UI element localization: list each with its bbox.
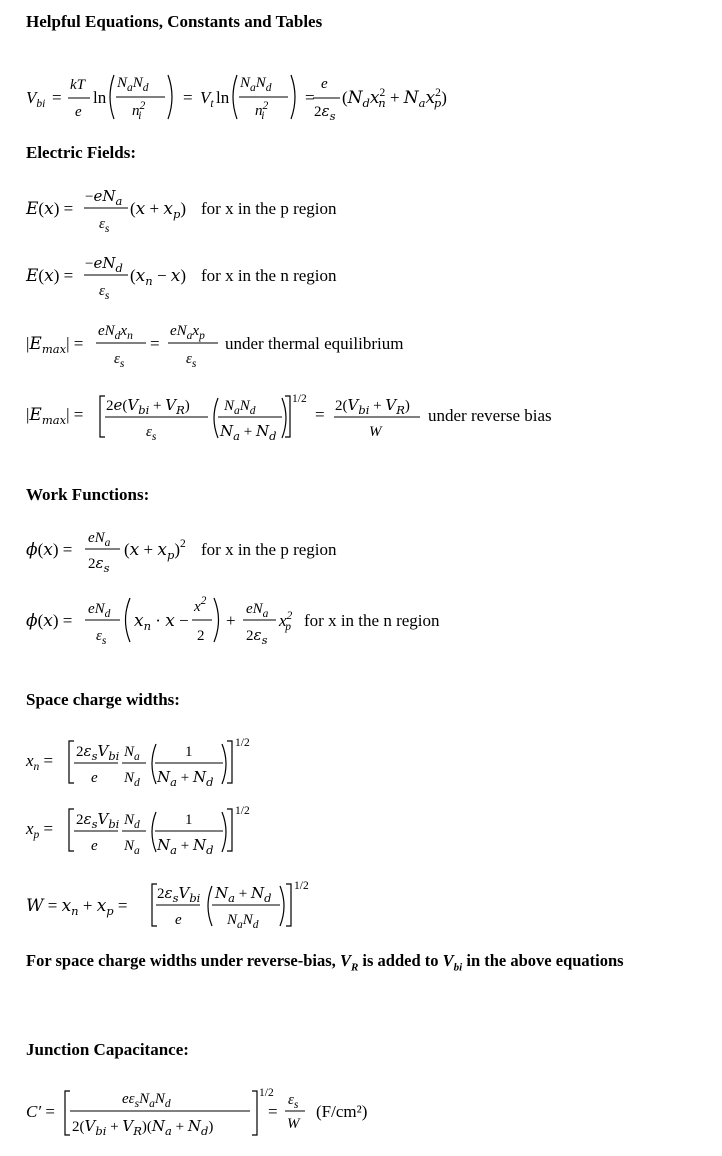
capacitance-equation xyxy=(26,1087,367,1138)
w-equation xyxy=(26,880,309,931)
svg-text:=: = xyxy=(305,88,315,107)
svg-text:1/2: 1/2 xyxy=(292,393,307,405)
svg-text:NaNd: $N_aN_d$ xyxy=(224,398,256,417)
svg-text:C′ =: C′ = xyxy=(26,1102,55,1121)
n-region-label: for x in the n region xyxy=(201,266,337,285)
svg-text:1: 1 xyxy=(185,744,193,760)
page-title: Helpful Equations, Constants and Tables xyxy=(26,12,323,31)
svg-text:2εs: $2\varepsilon_s$ xyxy=(314,102,336,123)
svg-text:eNa: $eN_a$ xyxy=(88,530,111,549)
svg-text:eNa: $eN_a$ xyxy=(246,601,269,620)
reverse-bias-label: under reverse bias xyxy=(428,406,552,425)
svg-text:xn · x −: $x_n \cdot x$ − xyxy=(134,611,189,633)
svg-text:ϕ(x) =: ϕ(x) = xyxy=(26,540,73,560)
svg-text:=: = xyxy=(315,405,325,424)
svg-text:(xn − x): $(x_n - x)$ xyxy=(130,266,187,288)
svg-text:e: e xyxy=(175,912,182,928)
svg-text:εs: $\varepsilon_s$ xyxy=(99,283,110,302)
svg-text:(x + xp)2: $(x + x_p)^2$ xyxy=(124,538,186,562)
svg-text:2e(Vbi + VR): $2e(V_{bi} + V_R)$ xyxy=(106,396,190,417)
svg-text:eNd: $eN_d$ xyxy=(88,601,111,620)
space-charge-widths-heading: Space charge widths: xyxy=(26,690,180,709)
svg-text:1/2: 1/2 xyxy=(235,805,250,817)
svg-text:(Ndx2n + Nax2p): ($N_dx^2$ $n + N_ax^2$ p) xyxy=(342,87,447,110)
svg-text:eNaxp: $eN_ax_p$ xyxy=(170,323,205,342)
svg-text:ln: ln xyxy=(93,88,107,107)
svg-text:e: e xyxy=(321,76,328,92)
svg-text:xp =: $x_p$ = xyxy=(26,819,54,841)
svg-text:Na + Nd: $N_a + N_d$ xyxy=(215,884,272,905)
svg-text:−eNd: $-eN_d$ xyxy=(85,254,123,275)
phi-p-region-label: for x in the p region xyxy=(201,540,337,559)
svg-text:1/2: 1/2 xyxy=(294,880,309,892)
svg-text:2(Vbi + VR): $2(V_{bi} + V_R)$ xyxy=(335,396,410,417)
svg-text:2εsVbi: $2\varepsilon_sV_{bi}$ xyxy=(76,810,120,831)
electric-fields-heading: Electric Fields: xyxy=(26,143,136,162)
svg-text:(x + xp): $(x + x_p)$ xyxy=(130,199,186,221)
phi-p-equation xyxy=(26,530,337,575)
svg-text:E(x) =: E(x) = xyxy=(26,266,74,286)
svg-text:+: + xyxy=(226,611,236,630)
svg-text:n2i: $n^2$ i xyxy=(255,100,269,122)
reverse-bias-note: For space charge widths under reverse-bias, $V_R$ is added to $V_{bi}$ in the above equations xyxy=(26,951,624,974)
e-field-p-equation xyxy=(25,187,337,235)
svg-text:εs: $\varepsilon_s$ xyxy=(114,351,125,370)
svg-text:2εsVbi: $2\varepsilon_sV_{bi}$ xyxy=(157,884,201,905)
svg-text:=: = xyxy=(52,88,62,107)
svg-text:εs: $\varepsilon_s$ xyxy=(96,628,107,647)
svg-text:W: W xyxy=(369,424,382,440)
capacitance-units: (F/cm²) xyxy=(316,1102,368,1121)
svg-text:x2: $x^2$ xyxy=(194,595,207,615)
svg-text:=: = xyxy=(183,88,193,107)
svg-text:ln: ln xyxy=(216,88,230,107)
work-functions-heading: Work Functions: xyxy=(26,485,150,504)
svg-text:Nd: $N_d$ xyxy=(124,770,140,789)
svg-text:2: 2 xyxy=(197,628,205,644)
emax-reverse-equation xyxy=(26,393,552,443)
svg-text:2εs: $2\varepsilon_s$ xyxy=(246,626,268,647)
svg-text:2(Vbi + VR)(Na + Nd): $2(V_{bi} + V_R)(N_a + N_d)$ xyxy=(72,1117,214,1138)
svg-text:n2i: $n^2$ i xyxy=(132,100,146,122)
svg-text:Nd: $N_d$ xyxy=(124,812,140,831)
svg-text:e: e xyxy=(91,770,98,786)
svg-text:1: 1 xyxy=(185,812,193,828)
svg-text:εs: $\varepsilon_s$ xyxy=(288,1092,299,1111)
svg-text:Na: $N_a$ xyxy=(124,744,140,763)
svg-text:=: = xyxy=(268,1102,278,1121)
svg-text:−eNa: $-eN_a$ xyxy=(85,187,123,208)
svg-text:W: W xyxy=(287,1116,300,1132)
p-region-label: for x in the p region xyxy=(201,199,337,218)
svg-text:ϕ(x) =: ϕ(x) = xyxy=(26,611,73,631)
phi-n-equation xyxy=(26,595,440,647)
svg-text:e: e xyxy=(75,104,82,120)
svg-text:Na: $N_a$ xyxy=(124,838,140,857)
svg-text:εs: $\varepsilon_s$ xyxy=(99,216,110,235)
svg-text:Na + Nd: $N_a + N_d$ xyxy=(220,422,277,443)
svg-text:|Emax| =: $|E_{max}|$ = xyxy=(26,334,84,356)
emax-equilibrium-equation xyxy=(26,323,403,370)
svg-text:xn =: $x_n$ = xyxy=(26,751,54,773)
svg-text:εs: $\varepsilon_s$ xyxy=(186,351,197,370)
phi-n-region-label: for x in the n region xyxy=(304,611,440,630)
xp-equation xyxy=(25,805,250,857)
svg-text:=: = xyxy=(150,334,160,353)
svg-text:Na + Nd: $N_a + N_d$ xyxy=(157,768,214,789)
xn-equation xyxy=(25,737,250,789)
svg-text:Na + Nd: $N_a + N_d$ xyxy=(157,836,214,857)
svg-text:NaNd: $N_aN_d$ xyxy=(227,912,259,931)
svg-text:x2p: $x^2$ p xyxy=(279,610,293,633)
svg-text:W = xn + xp =: $W = x_n + x_p$ = xyxy=(26,896,128,918)
svg-text:1/2: 1/2 xyxy=(235,737,250,749)
svg-text:|Emax| =: $|E_{max}|$ = xyxy=(26,405,84,427)
svg-text:Vbi: $V_{bi}$ xyxy=(26,88,46,110)
built-in-potential-equation xyxy=(26,75,447,123)
svg-text:eNdxn: $eN_dx_n$ xyxy=(98,323,133,342)
svg-text:NaNd: $N_aN_d$ xyxy=(240,75,272,94)
svg-text:1/2: 1/2 xyxy=(259,1087,274,1099)
svg-text:Vt: $V_t$ xyxy=(200,88,214,110)
svg-text:kT: kT xyxy=(70,77,85,93)
svg-text:e: e xyxy=(91,838,98,854)
svg-text:2εs: $2\varepsilon_s$ xyxy=(88,554,110,575)
svg-text:2εsVbi: $2\varepsilon_sV_{bi}$ xyxy=(76,742,120,763)
svg-text:εs: $\varepsilon_s$ xyxy=(146,424,157,443)
svg-text:E(x) =: E(x) = xyxy=(26,199,74,219)
e-field-n-equation xyxy=(25,254,337,302)
svg-text:eεsNaNd: $e\varepsilon_sN_aN_d$ xyxy=(122,1091,171,1110)
thermal-equilibrium-label: under thermal equilibrium xyxy=(225,334,404,353)
svg-text:NaNd: $N_aN_d$ xyxy=(117,75,149,94)
junction-capacitance-heading: Junction Capacitance: xyxy=(26,1040,189,1059)
